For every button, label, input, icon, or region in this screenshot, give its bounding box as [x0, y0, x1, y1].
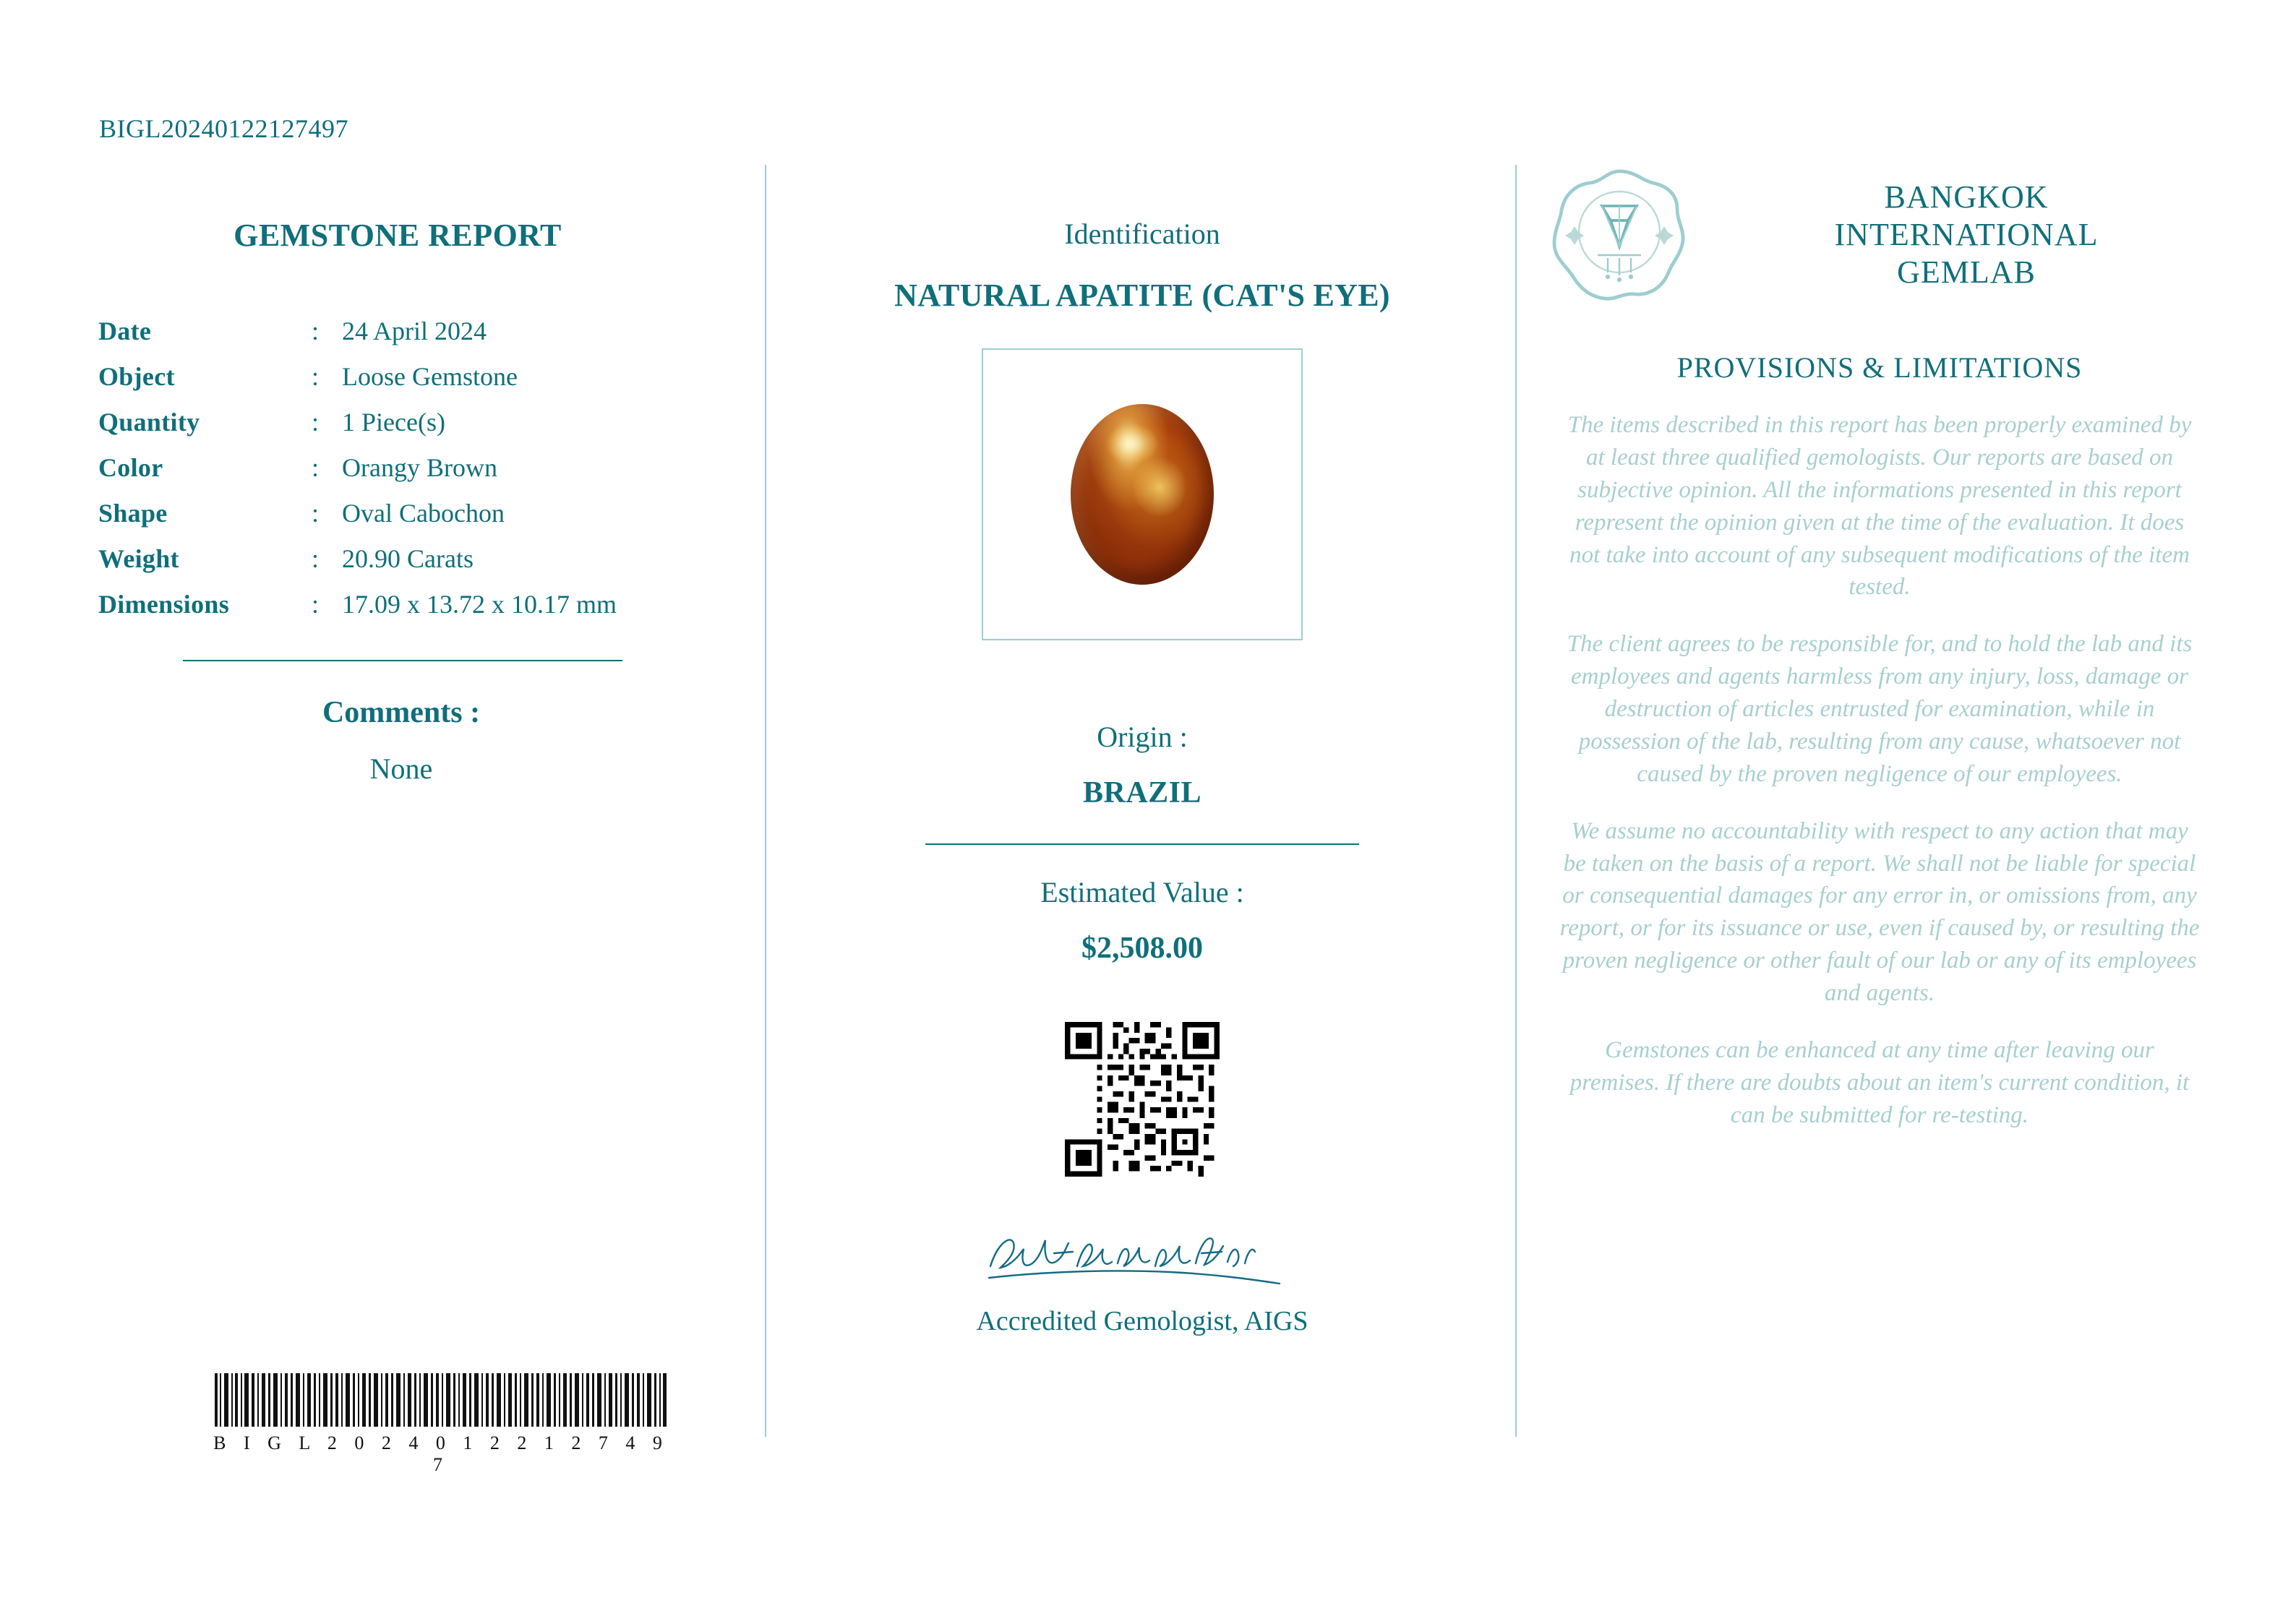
spec-colon: : [312, 408, 320, 437]
comments-value: None [369, 752, 433, 785]
table-row [98, 354, 617, 400]
spec-colon: : [312, 590, 320, 619]
middle-column [788, 217, 1496, 1336]
gemologist-signature [940, 1221, 1345, 1336]
spec-label: Color [98, 453, 163, 482]
spec-label: Object [98, 362, 175, 391]
section-divider [183, 660, 622, 661]
brand-title [1721, 179, 2219, 291]
provisions-body [1540, 409, 2219, 1132]
comments-label: Comments : [322, 696, 481, 729]
specifications-table [98, 309, 617, 627]
spec-colon: : [312, 499, 320, 528]
gemstone-photo-frame [982, 348, 1303, 640]
spec-value: Loose Gemstone [342, 362, 518, 391]
column-divider-right [1515, 165, 1517, 1437]
report-id: BIGL20240122127497 [99, 114, 348, 143]
barcode-block [210, 1373, 672, 1476]
barcode-image [213, 1373, 669, 1427]
spec-value: 17.09 x 13.72 x 10.17 mm [342, 590, 617, 619]
signature-image [976, 1221, 1308, 1294]
identification-value: NATURAL APATITE (CAT'S EYE) [894, 278, 1390, 313]
identification-label: Identification [1064, 218, 1220, 250]
section-divider [925, 843, 1359, 845]
origin-label: Origin : [1097, 721, 1188, 753]
column-divider-left [765, 165, 766, 1437]
left-column [80, 217, 730, 785]
table-row [98, 582, 617, 627]
spec-colon: : [312, 317, 320, 345]
brand-line: BANGKOK [1884, 179, 2049, 215]
estimated-value-amount: $2,508.00 [1081, 932, 1203, 965]
signature-caption: Accredited Gemologist, AIGS [976, 1306, 1308, 1336]
table-row [98, 400, 617, 445]
spec-label: Weight [98, 544, 179, 573]
spec-value: Orangy Brown [342, 453, 497, 482]
spec-value: 24 April 2024 [342, 317, 487, 345]
provisions-paragraph: The items described in this report has been properly examined by at least three qualified gemologists. Our reports are based on subjective opinion. All the informations presented in this report represent the opinion given at the time of the evaluation. It does not take into account of any subsequent modifications of the item tested. [1567, 412, 2192, 601]
provisions-title: PROVISIONS & LIMITATIONS [1676, 351, 2083, 384]
spec-value: Oval Cabochon [342, 499, 505, 528]
page-title: GEMSTONE REPORT [234, 218, 562, 253]
spec-colon: : [312, 362, 320, 391]
table-row [98, 536, 617, 582]
spec-label: Date [98, 317, 152, 345]
table-row [98, 445, 617, 491]
qr-code[interactable] [1065, 1022, 1220, 1177]
spec-value: 20.90 Carats [342, 544, 474, 573]
brand-line: INTERNATIONAL [1834, 217, 2099, 253]
spec-label: Quantity [98, 408, 200, 437]
origin-value: BRAZIL [1082, 776, 1202, 809]
table-row [98, 491, 617, 536]
brand-line: GEMLAB [1897, 254, 2036, 290]
spec-colon: : [312, 544, 320, 573]
spec-value: 1 Piece(s) [342, 408, 445, 437]
spec-label: Dimensions [98, 590, 230, 619]
qr-code-image [1065, 1022, 1220, 1177]
provisions-paragraph: We assume no accountability with respect to any action that may be taken on the basis of a report. We shall not be liable for special or consequential damages for any error in, or omissions from, any report, or for its issuance or use, even if caused by, or resulting the proven negligence or other fault of our lab or any of its employees and agents. [1559, 817, 2200, 1006]
provisions-paragraph: The client agrees to be responsible for, and to hold the lab and its employees and agents harmless from any injury, loss, damage or destruction of articles entrusted for examination, while in possession of the lab, resulting from any cause, whatsoever not caused by the proven negligence of our employees. [1567, 631, 2193, 787]
spec-colon: : [312, 453, 320, 482]
brand-header [1540, 163, 2219, 307]
gemstone-photo [1071, 404, 1214, 585]
provisions-paragraph: Gemstones can be enhanced at any time after leaving our premises. If there are doubts about an item's current condition, it can be submitted for re-testing. [1569, 1036, 2190, 1128]
right-column [1540, 163, 2219, 1156]
barcode-number: B I G L 2 0 2 4 0 1 2 2 1 2 7 4 9 7 [213, 1432, 669, 1475]
table-row [98, 309, 617, 354]
estimated-value-label: Estimated Value : [1040, 876, 1244, 908]
bangkok-international-gemlab-logo-icon [1540, 163, 1699, 307]
spec-label: Shape [98, 499, 168, 528]
